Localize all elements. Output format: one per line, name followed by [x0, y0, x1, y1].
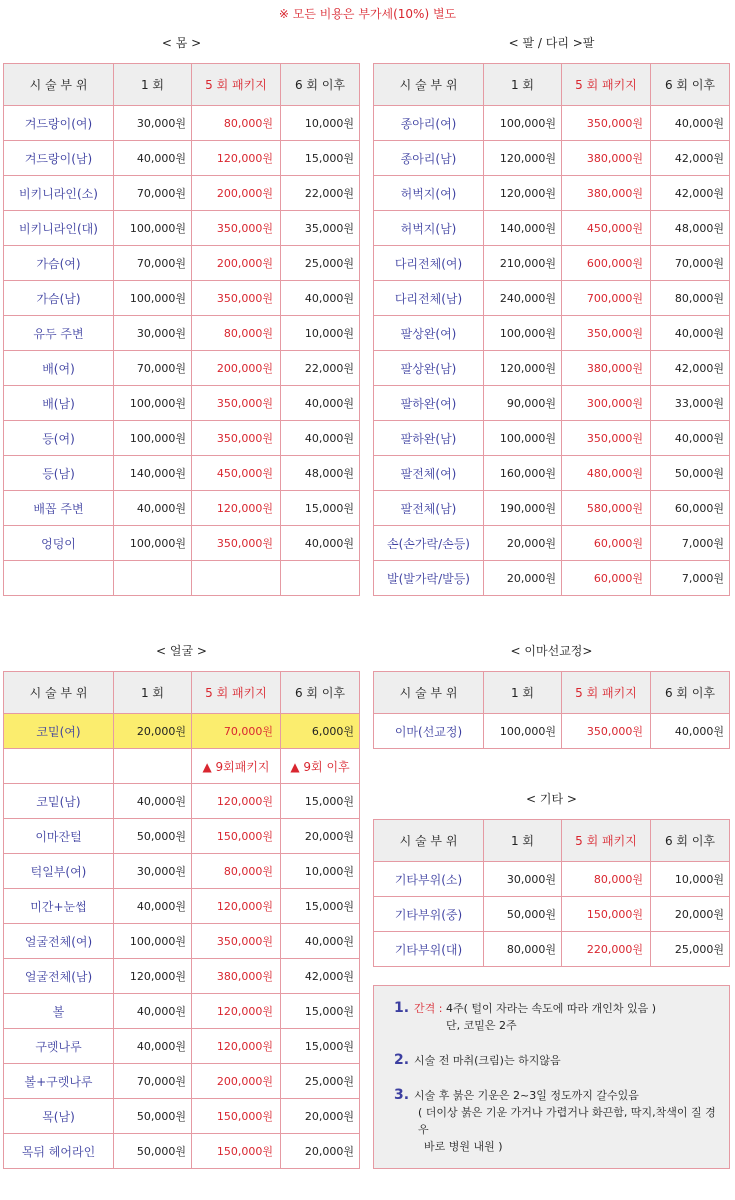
single-price-cell: 40,000원 [114, 1029, 192, 1064]
area-cell: 비키니라인(소) [4, 176, 114, 211]
arm-leg-price-table [373, 63, 730, 596]
package-price-cell: 380,000원 [562, 141, 651, 176]
after-price-cell: 10,000원 [281, 854, 360, 889]
single-price-cell: 100,000원 [484, 106, 562, 141]
single-price-cell: 40,000원 [114, 784, 192, 819]
area-cell: 기타부위(중) [374, 897, 484, 932]
after-price-cell: 48,000원 [281, 456, 360, 491]
after-price-cell: 40,000원 [651, 316, 730, 351]
package-price-cell [192, 561, 281, 596]
forehead-price-table [373, 671, 730, 749]
single-price-cell: 140,000원 [484, 211, 562, 246]
after-price-cell: 15,000원 [281, 141, 360, 176]
package-price-cell: 200,000원 [192, 246, 281, 281]
after-price-cell: 80,000원 [651, 281, 730, 316]
after-price-cell: 20,000원 [281, 819, 360, 854]
single-price-cell: 100,000원 [484, 316, 562, 351]
table-row [374, 932, 730, 967]
note-text: 바로 병원 내원 ) [424, 1140, 503, 1153]
header-single: 1 회 [484, 64, 562, 106]
note-text: 시술 후 붉은 기운은 2~3일 정도까지 갈수있음 [414, 1089, 639, 1102]
single-price-cell: 40,000원 [114, 141, 192, 176]
area-cell: 유두 주변 [4, 316, 114, 351]
forehead-section [373, 641, 730, 749]
table-row [4, 784, 360, 819]
header-single: 1 회 [484, 820, 562, 862]
package-price-cell: 120,000원 [192, 889, 281, 924]
single-price-cell [114, 561, 192, 596]
header-area: 시 술 부 위 [4, 64, 114, 106]
package-price-cell: 80,000원 [192, 106, 281, 141]
sub-header-cell [114, 749, 192, 784]
area-cell: 다리전체(남) [374, 281, 484, 316]
area-cell: 등(남) [4, 456, 114, 491]
after-price-cell: 6,000원 [281, 714, 360, 749]
package-price-cell: 70,000원 [192, 714, 281, 749]
table-row [374, 456, 730, 491]
after-price-cell: 40,000원 [281, 281, 360, 316]
single-price-cell: 30,000원 [484, 862, 562, 897]
package-price-cell: 220,000원 [562, 932, 651, 967]
body-section [3, 33, 360, 596]
single-price-cell: 120,000원 [484, 176, 562, 211]
after-price-cell: 42,000원 [651, 351, 730, 386]
section-title: < 이마선교정> [510, 644, 593, 658]
package-price-cell: 350,000원 [192, 924, 281, 959]
face-section [3, 641, 360, 1169]
package-price-cell: 380,000원 [562, 351, 651, 386]
after-price-cell: 25,000원 [281, 246, 360, 281]
note-text: 시술 전 마취(크림)는 하지않음 [414, 1054, 561, 1067]
area-cell: 구렛나루 [4, 1029, 114, 1064]
package-price-cell: 150,000원 [192, 819, 281, 854]
after-price-cell: 40,000원 [281, 924, 360, 959]
area-cell: 엉덩이 [4, 526, 114, 561]
note-text: ( 더이상 붉은 기운 가거나 가렵거나 화끈함, 딱지,착색이 질 경우 [418, 1106, 716, 1136]
header-package: 5 회 패키지 [192, 64, 281, 106]
package-price-cell: 80,000원 [192, 854, 281, 889]
area-cell: 팔전체(여) [374, 456, 484, 491]
area-cell: 볼 [4, 994, 114, 1029]
after-price-cell: 7,000원 [651, 561, 730, 596]
single-price-cell: 100,000원 [114, 211, 192, 246]
after-price-cell: 15,000원 [281, 994, 360, 1029]
table-row [4, 351, 360, 386]
single-price-cell: 100,000원 [484, 421, 562, 456]
area-cell: 볼+구렛나루 [4, 1064, 114, 1099]
header-after: 6 회 이후 [651, 64, 730, 106]
after-price-cell: 10,000원 [281, 316, 360, 351]
package-price-cell: 450,000원 [562, 211, 651, 246]
header-package: 5 회 패키지 [562, 64, 651, 106]
table-row [4, 959, 360, 994]
area-cell: 종아리(남) [374, 141, 484, 176]
area-cell: 겨드랑이(여) [4, 106, 114, 141]
package-price-cell: 150,000원 [562, 897, 651, 932]
table-row [374, 316, 730, 351]
area-cell: 종아리(여) [374, 106, 484, 141]
single-price-cell: 80,000원 [484, 932, 562, 967]
area-cell: 이마(선교정) [374, 714, 484, 749]
table-row [4, 924, 360, 959]
single-price-cell: 40,000원 [114, 994, 192, 1029]
single-price-cell: 70,000원 [114, 351, 192, 386]
header-package: 5 회 패키지 [192, 672, 281, 714]
after-price-cell: 42,000원 [651, 141, 730, 176]
header-area: 시 술 부 위 [374, 672, 484, 714]
after-price-cell: 42,000원 [281, 959, 360, 994]
area-cell: 손(손가락/손등) [374, 526, 484, 561]
after-price-cell: 22,000원 [281, 176, 360, 211]
area-cell: 얼굴전체(남) [4, 959, 114, 994]
table-row [4, 1099, 360, 1134]
header-after: 6 회 이후 [651, 672, 730, 714]
section-title: < 기타 > [526, 792, 577, 806]
table-row [374, 351, 730, 386]
single-price-cell: 50,000원 [114, 819, 192, 854]
after-price-cell: 25,000원 [651, 932, 730, 967]
after-price-cell: 10,000원 [651, 862, 730, 897]
header-row [374, 64, 730, 106]
area-cell: 등(여) [4, 421, 114, 456]
package-price-cell: 380,000원 [562, 176, 651, 211]
area-cell: 코밑(남) [4, 784, 114, 819]
single-price-cell: 120,000원 [484, 141, 562, 176]
after-price-cell: 25,000원 [281, 1064, 360, 1099]
area-cell: 가슴(여) [4, 246, 114, 281]
area-cell: 목뒤 헤어라인 [4, 1134, 114, 1169]
table-row [374, 897, 730, 932]
area-cell: 기타부위(대) [374, 932, 484, 967]
sub-header-cell: ▲ 9회 이후 [281, 749, 360, 784]
area-cell: 가슴(남) [4, 281, 114, 316]
header-single: 1 회 [484, 672, 562, 714]
after-price-cell: 10,000원 [281, 106, 360, 141]
area-cell: 팔전체(남) [374, 491, 484, 526]
after-price-cell: 7,000원 [651, 526, 730, 561]
table-row [374, 714, 730, 749]
single-price-cell: 30,000원 [114, 854, 192, 889]
package-price-cell: 350,000원 [192, 281, 281, 316]
after-price-cell: 20,000원 [651, 897, 730, 932]
notes-box [373, 985, 730, 1169]
after-price-cell: 40,000원 [281, 421, 360, 456]
header-row [374, 672, 730, 714]
area-cell: 팔하완(여) [374, 386, 484, 421]
after-price-cell: 40,000원 [651, 106, 730, 141]
after-price-cell: 15,000원 [281, 491, 360, 526]
note-number: 2. [394, 1052, 410, 1068]
arm-leg-section [373, 33, 730, 596]
note-number: 3. [394, 1087, 410, 1103]
after-price-cell: 22,000원 [281, 351, 360, 386]
area-cell: 허벅지(남) [374, 211, 484, 246]
after-price-cell [281, 561, 360, 596]
package-price-cell: 120,000원 [192, 784, 281, 819]
single-price-cell: 190,000원 [484, 491, 562, 526]
single-price-cell: 70,000원 [114, 246, 192, 281]
area-cell [4, 561, 114, 596]
table-row [374, 421, 730, 456]
header-after: 6 회 이후 [281, 672, 360, 714]
area-cell: 기타부위(소) [374, 862, 484, 897]
note-3 [394, 1087, 719, 1155]
package-price-cell: 300,000원 [562, 386, 651, 421]
single-price-cell: 100,000원 [484, 714, 562, 749]
table-row [4, 1029, 360, 1064]
single-price-cell: 30,000원 [114, 316, 192, 351]
area-cell: 목(남) [4, 1099, 114, 1134]
after-price-cell: 40,000원 [651, 421, 730, 456]
table-row [4, 316, 360, 351]
single-price-cell: 120,000원 [484, 351, 562, 386]
package-price-cell: 60,000원 [562, 561, 651, 596]
table-row-highlight [4, 714, 360, 749]
after-price-cell: 20,000원 [281, 1099, 360, 1134]
package-price-cell: 380,000원 [192, 959, 281, 994]
table-row [4, 1134, 360, 1169]
face-price-table [3, 671, 360, 1169]
area-cell: 다리전체(여) [374, 246, 484, 281]
single-price-cell: 90,000원 [484, 386, 562, 421]
etc-price-table [373, 819, 730, 967]
table-row [4, 819, 360, 854]
package-price-cell: 600,000원 [562, 246, 651, 281]
single-price-cell: 210,000원 [484, 246, 562, 281]
note-1 [394, 1000, 719, 1034]
section-title: < 몸 > [161, 36, 202, 50]
table-row [374, 386, 730, 421]
note-2 [394, 1052, 719, 1069]
after-price-cell: 50,000원 [651, 456, 730, 491]
package-price-cell: 350,000원 [562, 106, 651, 141]
package-price-cell: 200,000원 [192, 176, 281, 211]
area-cell: 팔하완(남) [374, 421, 484, 456]
header-after: 6 회 이후 [651, 820, 730, 862]
area-cell: 배(남) [4, 386, 114, 421]
after-price-cell: 15,000원 [281, 889, 360, 924]
after-price-cell: 20,000원 [281, 1134, 360, 1169]
body-price-table [3, 63, 360, 596]
table-row [4, 176, 360, 211]
area-cell: 팔상완(여) [374, 316, 484, 351]
table-row [4, 1064, 360, 1099]
table-row [374, 491, 730, 526]
table-row [4, 854, 360, 889]
table-row [4, 281, 360, 316]
single-price-cell: 30,000원 [114, 106, 192, 141]
after-price-cell: 35,000원 [281, 211, 360, 246]
sub-header-cell: ▲ 9회패키지 [192, 749, 281, 784]
area-cell: 팔상완(남) [374, 351, 484, 386]
area-cell: 턱일부(여) [4, 854, 114, 889]
section-title: < 팔 / 다리 >팔 [508, 36, 595, 50]
sub-header-row [4, 749, 360, 784]
single-price-cell: 100,000원 [114, 386, 192, 421]
package-price-cell: 80,000원 [192, 316, 281, 351]
package-price-cell: 350,000원 [562, 421, 651, 456]
header-row [374, 820, 730, 862]
table-row [4, 889, 360, 924]
package-price-cell: 150,000원 [192, 1134, 281, 1169]
section-title: < 얼굴 > [156, 644, 207, 658]
after-price-cell: 40,000원 [281, 386, 360, 421]
after-price-cell: 70,000원 [651, 246, 730, 281]
single-price-cell: 40,000원 [114, 889, 192, 924]
package-price-cell: 350,000원 [192, 386, 281, 421]
area-cell: 겨드랑이(남) [4, 141, 114, 176]
single-price-cell: 20,000원 [484, 526, 562, 561]
table-row [4, 526, 360, 561]
package-price-cell: 450,000원 [192, 456, 281, 491]
single-price-cell: 70,000원 [114, 176, 192, 211]
area-cell: 코밑(여) [4, 714, 114, 749]
header-single: 1 회 [114, 672, 192, 714]
after-price-cell: 15,000원 [281, 784, 360, 819]
table-row [4, 386, 360, 421]
table-row [374, 106, 730, 141]
note-text: 4주( 털이 자라는 속도에 따라 개인차 있음 ) [442, 1002, 657, 1015]
area-cell: 얼굴전체(여) [4, 924, 114, 959]
package-price-cell: 120,000원 [192, 994, 281, 1029]
package-price-cell: 350,000원 [192, 421, 281, 456]
table-row [4, 211, 360, 246]
header-area: 시 술 부 위 [374, 820, 484, 862]
note-text: 단, 코밑은 2주 [446, 1019, 517, 1032]
single-price-cell: 140,000원 [114, 456, 192, 491]
area-cell: 허벅지(여) [374, 176, 484, 211]
single-price-cell: 20,000원 [114, 714, 192, 749]
vat-notice: ※ 모든 비용은 부가세(10%) 별도 [278, 7, 457, 21]
table-row [4, 246, 360, 281]
header-area: 시 술 부 위 [374, 64, 484, 106]
package-price-cell: 120,000원 [192, 1029, 281, 1064]
single-price-cell: 50,000원 [114, 1099, 192, 1134]
after-price-cell: 42,000원 [651, 176, 730, 211]
area-cell: 배(여) [4, 351, 114, 386]
package-price-cell: 200,000원 [192, 351, 281, 386]
header-row [4, 672, 360, 714]
header-row [4, 64, 360, 106]
table-row [374, 246, 730, 281]
after-price-cell: 60,000원 [651, 491, 730, 526]
package-price-cell: 480,000원 [562, 456, 651, 491]
package-price-cell: 120,000원 [192, 141, 281, 176]
after-price-cell: 40,000원 [651, 714, 730, 749]
single-price-cell: 50,000원 [484, 897, 562, 932]
package-price-cell: 150,000원 [192, 1099, 281, 1134]
table-row [4, 491, 360, 526]
area-cell: 비키니라인(대) [4, 211, 114, 246]
note-key: 간격 : [414, 1002, 443, 1015]
note-number: 1. [394, 1000, 410, 1016]
package-price-cell: 80,000원 [562, 862, 651, 897]
table-row [374, 141, 730, 176]
header-package: 5 회 패키지 [562, 820, 651, 862]
package-price-cell: 350,000원 [562, 714, 651, 749]
single-price-cell: 50,000원 [114, 1134, 192, 1169]
table-row [374, 176, 730, 211]
header-package: 5 회 패키지 [562, 672, 651, 714]
table-row [4, 106, 360, 141]
single-price-cell: 160,000원 [484, 456, 562, 491]
single-price-cell: 100,000원 [114, 421, 192, 456]
table-row [374, 211, 730, 246]
single-price-cell: 100,000원 [114, 281, 192, 316]
single-price-cell: 40,000원 [114, 491, 192, 526]
package-price-cell: 200,000원 [192, 1064, 281, 1099]
package-price-cell: 580,000원 [562, 491, 651, 526]
after-price-cell: 40,000원 [281, 526, 360, 561]
single-price-cell: 100,000원 [114, 526, 192, 561]
area-cell: 이마잔털 [4, 819, 114, 854]
after-price-cell: 33,000원 [651, 386, 730, 421]
header-single: 1 회 [114, 64, 192, 106]
header-area: 시 술 부 위 [4, 672, 114, 714]
table-row [4, 456, 360, 491]
table-row [374, 862, 730, 897]
area-cell: 배꼽 주변 [4, 491, 114, 526]
table-row [374, 281, 730, 316]
package-price-cell: 60,000원 [562, 526, 651, 561]
header-after: 6 회 이후 [281, 64, 360, 106]
table-row [374, 561, 730, 596]
single-price-cell: 20,000원 [484, 561, 562, 596]
table-row [4, 141, 360, 176]
area-cell: 미간+눈썹 [4, 889, 114, 924]
package-price-cell: 350,000원 [192, 526, 281, 561]
single-price-cell: 120,000원 [114, 959, 192, 994]
package-price-cell: 350,000원 [562, 316, 651, 351]
table-row [4, 561, 360, 596]
after-price-cell: 15,000원 [281, 1029, 360, 1064]
area-cell: 발(발가락/발등) [374, 561, 484, 596]
etc-section [373, 789, 730, 967]
table-row [4, 994, 360, 1029]
single-price-cell: 240,000원 [484, 281, 562, 316]
single-price-cell: 100,000원 [114, 924, 192, 959]
single-price-cell: 70,000원 [114, 1064, 192, 1099]
package-price-cell: 120,000원 [192, 491, 281, 526]
package-price-cell: 350,000원 [192, 211, 281, 246]
package-price-cell: 700,000원 [562, 281, 651, 316]
table-row [4, 421, 360, 456]
sub-header-cell [4, 749, 114, 784]
after-price-cell: 48,000원 [651, 211, 730, 246]
table-row [374, 526, 730, 561]
